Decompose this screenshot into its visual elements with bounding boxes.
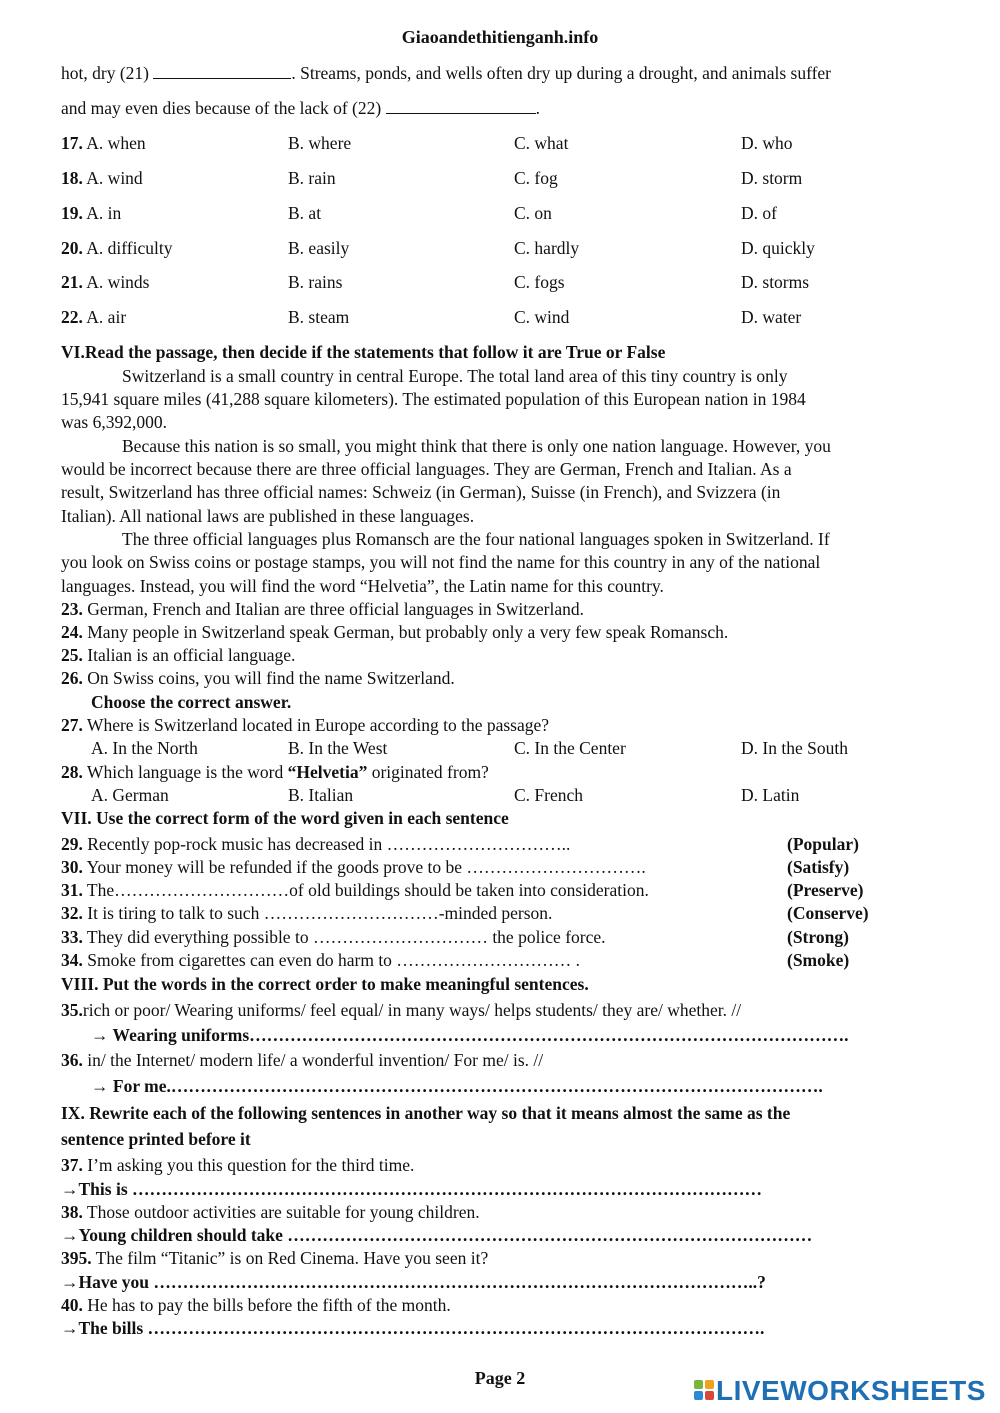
question-27	[61, 715, 549, 736]
option-b[interactable]: B. rains	[288, 272, 343, 292]
word-form-31[interactable]	[61, 880, 649, 901]
given-word: (Conserve)	[787, 903, 869, 923]
given-word: (Strong)	[787, 927, 849, 947]
question-text: The…………………………of old buildings should be taken into consideration.	[82, 880, 649, 900]
statement-26[interactable]	[61, 668, 455, 689]
question-text: They did everything possible to ………………………… the police force.	[82, 927, 606, 947]
word-form-30[interactable]	[61, 857, 646, 878]
question-keyword: “Helvetia”	[287, 762, 368, 782]
option-b[interactable]: B. rain	[288, 168, 336, 188]
statement-23[interactable]	[61, 599, 584, 620]
paragraph-1-line: Switzerland is a small country in central Europe. The total land area of this tiny country is only	[122, 366, 788, 386]
choose-heading: Choose the correct answer.	[91, 692, 292, 712]
question-number: 30.	[61, 857, 83, 877]
option-d[interactable]: D. water	[741, 307, 802, 327]
question-text: Your money will be refunded if the goods prove to be ………………………….	[82, 857, 646, 877]
question-number: 38.	[61, 1202, 83, 1222]
question-number: 17.	[61, 133, 83, 153]
option-c[interactable]: C. French	[514, 785, 584, 805]
question-number: 29.	[61, 834, 83, 854]
statement-text: On Swiss coins, you will find the name Switzerland.	[82, 668, 455, 688]
page-number: Page 2	[474, 1368, 526, 1388]
site-header: Giaoandethitienganh.info	[401, 27, 599, 47]
passage-text: . Streams, ponds, and wells often dry up during a drought, and animals suffer	[291, 63, 832, 83]
answer-line-40[interactable]: →The bills …………………………………………………………………………………………….	[61, 1318, 765, 1338]
question-number: 28.	[61, 762, 83, 782]
question-text: It is tiring to talk to such …………………………-minded person.	[82, 903, 553, 923]
option-b[interactable]: B. where	[288, 133, 352, 153]
question-text: originated from?	[367, 762, 489, 782]
answer-line-38[interactable]: →Young children should take ………………………………………………………………………………	[61, 1225, 813, 1245]
rewrite-40	[61, 1295, 451, 1316]
option-d[interactable]: D. quickly	[741, 238, 815, 258]
option-c[interactable]: C. In the Center	[514, 738, 626, 758]
paragraph-2-line: Italian). All national laws are published in these languages.	[61, 506, 475, 526]
word-form-33[interactable]	[61, 927, 606, 948]
option-c[interactable]: C. on	[514, 203, 552, 223]
given-word: (Preserve)	[787, 880, 864, 900]
question-text: Where is Switzerland located in Europe according to the passage?	[82, 715, 550, 735]
question-number: 35.	[61, 1000, 83, 1020]
question-number: 34.	[61, 950, 83, 970]
passage-line-2	[61, 98, 540, 119]
paragraph-3-line: The three official languages plus Romansch are the four national languages spoken in Switzerland. If	[122, 529, 830, 549]
rewrite-37	[61, 1155, 414, 1176]
section-7-heading: VII. Use the correct form of the word given in each sentence	[61, 808, 509, 828]
question-text: Which language is the word	[82, 762, 288, 782]
question-number: 20.	[61, 238, 83, 258]
rewrite-39	[61, 1248, 488, 1269]
option-b[interactable]: B. steam	[288, 307, 350, 327]
statement-text: German, French and Italian are three official languages in Switzerland.	[82, 599, 585, 619]
blank-21[interactable]	[153, 64, 291, 79]
reorder-35	[61, 1000, 741, 1021]
question-number: 18.	[61, 168, 83, 188]
given-word: (Smoke)	[787, 950, 850, 970]
option-a[interactable]: A. difficulty	[86, 238, 173, 258]
question-text: He has to pay the bills before the fifth of the month.	[82, 1295, 451, 1315]
option-d[interactable]: D. storms	[741, 272, 810, 292]
section-8-heading: VIII. Put the words in the correct order to make meaningful sentences.	[61, 974, 589, 994]
answer-line-39[interactable]: →Have you …………………………………………………………………………………………..?	[61, 1272, 766, 1292]
statement-text: Many people in Switzerland speak German, but probably only a very few speak Romansch.	[82, 622, 729, 642]
option-c[interactable]: C. hardly	[514, 238, 580, 258]
answer-line-35[interactable]: → Wearing uniforms………………………………………………………………………………………….	[91, 1025, 849, 1045]
question-number: 26.	[61, 668, 83, 688]
option-c[interactable]: C. fog	[514, 168, 558, 188]
reorder-36	[61, 1050, 543, 1071]
option-c[interactable]: C. wind	[514, 307, 570, 327]
option-c[interactable]: C. what	[514, 133, 569, 153]
statement-text: Italian is an official language.	[82, 645, 296, 665]
paragraph-2-line: Because this nation is so small, you might think that there is only one nation language. However, you	[122, 436, 831, 456]
passage-text: hot, dry (21)	[61, 63, 149, 83]
option-a[interactable]: A. air	[86, 307, 127, 327]
question-number: 25.	[61, 645, 83, 665]
question-text: in/ the Internet/ modern life/ a wonderful invention/ For me/ is. //	[82, 1050, 544, 1070]
option-a[interactable]: A. German	[91, 785, 169, 805]
word-form-32[interactable]	[61, 903, 552, 924]
question-text: The film “Titanic” is on Red Cinema. Have you seen it?	[91, 1248, 489, 1268]
question-number: 33.	[61, 927, 83, 947]
paragraph-3-line: you look on Swiss coins or postage stamps, you will not find the name for this country in any of the national	[61, 552, 821, 572]
section-9-heading-cont: sentence printed before it	[61, 1129, 251, 1149]
option-d[interactable]: D. who	[741, 133, 793, 153]
paragraph-2-line: result, Switzerland has three official names: Schweiz (in German), Suisse (in French), and Svizzera (in	[61, 482, 781, 502]
answer-line-36[interactable]: → For me.………………………………………………………………………………………………….	[91, 1076, 823, 1096]
question-28	[61, 762, 489, 783]
question-number: 19.	[61, 203, 83, 223]
option-b[interactable]: B. In the West	[288, 738, 388, 758]
answer-line-37[interactable]: →This is ………………………………………………………………………………………………	[61, 1179, 762, 1199]
question-text: Smoke from cigarettes can even do harm to ………………………… .	[82, 950, 581, 970]
question-text: Those outdoor activities are suitable for young children.	[82, 1202, 480, 1222]
passage-line-1	[61, 63, 831, 84]
question-text: I’m asking you this question for the third time.	[82, 1155, 415, 1175]
liveworksheets-wordmark: LIVEWORKSHEETS	[716, 1375, 986, 1406]
option-a[interactable]: A. wind	[86, 168, 143, 188]
word-form-29[interactable]	[61, 834, 570, 855]
rewrite-38	[61, 1202, 480, 1223]
option-a[interactable]: A. when	[86, 133, 146, 153]
paragraph-2-line: would be incorrect because there are three official languages. They are German, French and Italian. As a	[61, 459, 792, 479]
paragraph-1-line: was 6,392,000.	[61, 412, 167, 432]
section-6-heading: VI.Read the passage, then decide if the statements that follow it are True or False	[61, 342, 666, 362]
option-d[interactable]: D. storm	[741, 168, 803, 188]
option-d[interactable]: D. of	[741, 203, 777, 223]
question-number: 36.	[61, 1050, 83, 1070]
option-b[interactable]: B. Italian	[288, 785, 354, 805]
question-number: 40.	[61, 1295, 83, 1315]
liveworksheets-badge-icon	[694, 1380, 714, 1400]
option-d[interactable]: D. Latin	[741, 785, 800, 805]
question-number: 22.	[61, 307, 83, 327]
paragraph-3-line: languages. Instead, you will find the word “Helvetia”, the Latin name for this country.	[61, 576, 664, 596]
question-text: rich or poor/ Wearing uniforms/ feel equal/ in many ways/ helps students/ they are/ whether. //	[82, 1000, 742, 1020]
option-b[interactable]: B. easily	[288, 238, 350, 258]
question-number: 32.	[61, 903, 83, 923]
liveworksheets-logo	[694, 1374, 994, 1410]
word-form-34[interactable]	[61, 950, 580, 971]
question-number: 21.	[61, 272, 83, 292]
question-text: Recently pop-rock music has decreased in …………………………..	[82, 834, 571, 854]
question-number: 24.	[61, 622, 83, 642]
passage-text: and may even dies because of the lack of (22)	[61, 98, 382, 118]
option-d[interactable]: D. In the South	[741, 738, 848, 758]
given-word: (Popular)	[787, 834, 859, 854]
option-b[interactable]: B. at	[288, 203, 322, 223]
given-word: (Satisfy)	[787, 857, 850, 877]
option-a[interactable]: A. In the North	[91, 738, 198, 758]
option-c[interactable]: C. fogs	[514, 272, 565, 292]
statement-25[interactable]	[61, 645, 295, 666]
option-a[interactable]: A. in	[86, 203, 122, 223]
passage-text: .	[535, 98, 540, 118]
question-number: 23.	[61, 599, 83, 619]
paragraph-1-line: 15,941 square miles (41,288 square kilometers). The estimated population of this European nation in 1984	[61, 389, 806, 409]
question-number: 395.	[61, 1248, 92, 1268]
statement-24[interactable]	[61, 622, 728, 643]
question-number: 27.	[61, 715, 83, 735]
blank-22[interactable]	[386, 99, 536, 114]
section-9-heading: IX. Rewrite each of the following sentences in another way so that it means almost the same as the	[61, 1103, 791, 1123]
question-number: 31.	[61, 880, 83, 900]
option-a[interactable]: A. winds	[86, 272, 150, 292]
question-number: 37.	[61, 1155, 83, 1175]
